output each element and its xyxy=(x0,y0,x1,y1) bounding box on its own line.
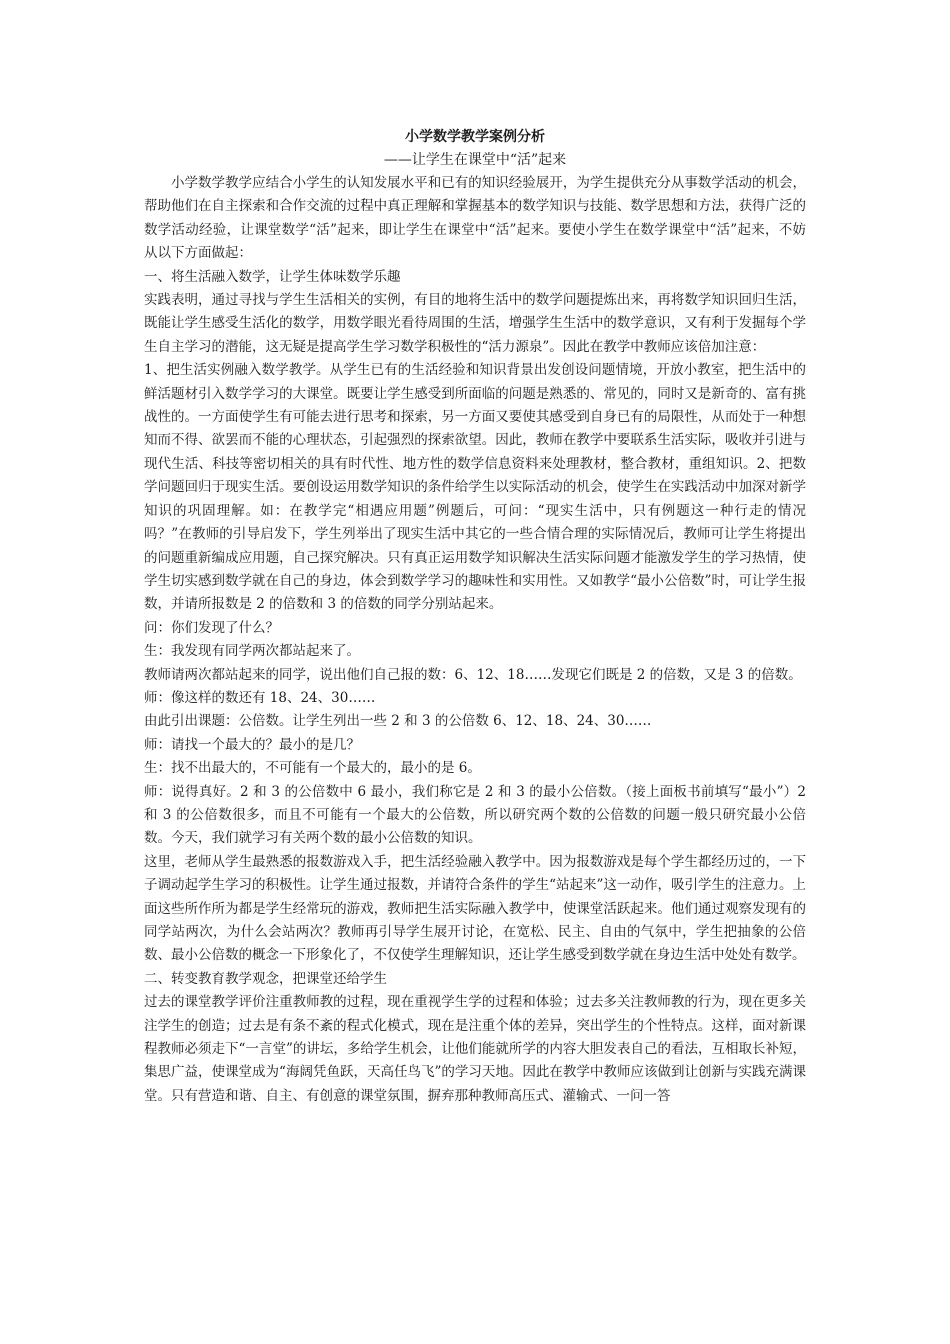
document-subtitle: ——让学生在课堂中“活”起来 xyxy=(383,152,567,168)
dialogue-line: 生：我发现有同学两次都站起来了。 xyxy=(144,643,360,660)
paragraph: 由此引出课题：公倍数。让学生列出一些 2 和 3 的公倍数 6、12、18、24、30…… xyxy=(144,713,652,730)
dialogue-line: 生：找不出最大的，不可能有一个最大的，最小的是 6。 xyxy=(144,760,481,777)
section-heading-2: 二、转变教育教学观念，把课堂还给学生 xyxy=(144,970,387,987)
section-heading-1: 一、将生活融入数学，让学生体味数学乐趣 xyxy=(144,268,401,285)
document-title: 小学数学教学案例分析 xyxy=(405,129,545,145)
document-page xyxy=(144,126,806,1108)
paragraph: 过去的课堂教学评价注重教师教的过程，现在重视学生学的过程和体验；过去多关注教师教的行为，现在更多关注学生的创造；过去是有条不紊的程式化模式，现在是注重个体的差异，突出学生的个性特点。这样，面对新课程教师必须走下“一言堂”的讲坛，多给学生机会，让他们能就所学的内容大胆发表自己的看法，互相取长补短，集思广益，使课堂成为“海阔凭鱼跃，天高任鸟飞”的学习天地。因此在教学中教师应该做到让创新与实践充满课堂。只有营造和谐、自主、有创意的课堂氛围，摒弃那种教师高压式、灌输式、一问一答 xyxy=(144,994,806,1104)
intro-paragraph: 小学数学教学应结合小学生的认知发展水平和已有的知识经验展开，为学生提供充分从事数学活动的机会，帮助他们在自主探索和合作交流的过程中真正理解和掌握基本的数学知识与技能、数学思想和方法，获得广泛的数学活动经验，让课堂数学“活”起来，即让学生在课堂中“活”起来。要使小学生在数学课堂中“活”起来，不妨从以下方面做起： xyxy=(144,175,806,262)
paragraph: 实践表明，通过寻找与学生生活相关的实例，有目的地将生活中的数学问题提炼出来，再将数学知识回归生活，既能让学生感受生活化的数学，用数学眼光看待周围的生活，增强学生生活中的数学意识，又有利于发掘每个学生自主学习的潜能，这无疑是提高学生学习数学积极性的“活力源泉”。因此在教学中教师应该倍加注意： xyxy=(144,292,806,355)
paragraph: 1、把生活实例融入数学教学。从学生已有的生活经验和知识背景出发创设问题情境，开放小教室，把生活中的鲜活题材引入数学学习的大课堂。既要让学生感受到所面临的问题是熟悉的、常见的，同时又是新奇的、富有挑战性的。一方面使学生有可能去进行思考和探索，另一方面又要使其感受到自身已有的局限性，从而处于一种想知而不得、欲罢而不能的心理状态，引起强烈的探索欲望。因此，教师在教学中要联系生活实际，吸收并引进与现代生活、科技等密切相关的具有时代性、地方性的数学信息资料来处理教材，整合教材，重组知识。2、把数学问题回归于现实生活。要创设运用数学知识的条件给学生以实际活动的机会，使学生在实践活动中加深对新学知识的巩固理解。如：在教学完“相遇应用题”例题后，可问：“现实生活中，只有例题这一种行走的情况吗？”在教师的引导启发下，学生列举出了现实生活中其它的一些合情合理的实际情况后，教师可让学生将提出的问题重新编成应用题，自己探究解决。只有真正运用数学知识解决生活实际问题才能激发学生的学习热情，使学生切实感到数学就在自己的身边，体会到数学学习的趣味性和实用性。又如教学“最小公倍数”时，可让学生报数，并请所报数是 2 的倍数和 3 的倍数的同学分别站起来。 xyxy=(144,362,806,613)
dialogue-line: 问：你们发现了什么？ xyxy=(144,619,279,636)
dialogue-line: 师：请找一个最大的？最小的是几？ xyxy=(144,736,360,753)
paragraph: 这里，老师从学生最熟悉的报数游戏入手，把生活经验融入教学中。因为报数游戏是每个学生都经历过的，一下子调动起学生学习的积极性。让学生通过报数，并请符合条件的学生“站起来”这一动作，吸引学生的注意力。上面这些所作所为都是学生经常玩的游戏，教师把生活实际融入教学中，使课堂活跃起来。他们通过观察发现有的同学站两次，为什么会站两次？教师再引导学生展开讨论，在宽松、民主、自由的气氛中，学生把抽象的公倍数、最小公倍数的概念一下形象化了，不仅使学生理解知识，还让学生感受到数学就在身边生活中处处有数学。 xyxy=(144,853,806,964)
dialogue-line: 师：像这样的数还有 18、24、30…… xyxy=(144,689,376,706)
paragraph: 师：说得真好。2 和 3 的公倍数中 6 最小，我们称它是 2 和 3 的最小公倍数。（接上面板书前填写“最小”）2 和 3 的公倍数很多，而且不可能有一个最大的公倍数，所以研究两个数的公倍数的问题一般只研究最小公倍数。今天，我们就学习有关两个数的最小公倍数的知识。 xyxy=(144,783,806,847)
paragraph: 教师请两次都站起来的同学，说出他们自己报的数：6、12、18……发现它们既是 2 的倍数，又是 3 的倍数。 xyxy=(144,666,802,683)
